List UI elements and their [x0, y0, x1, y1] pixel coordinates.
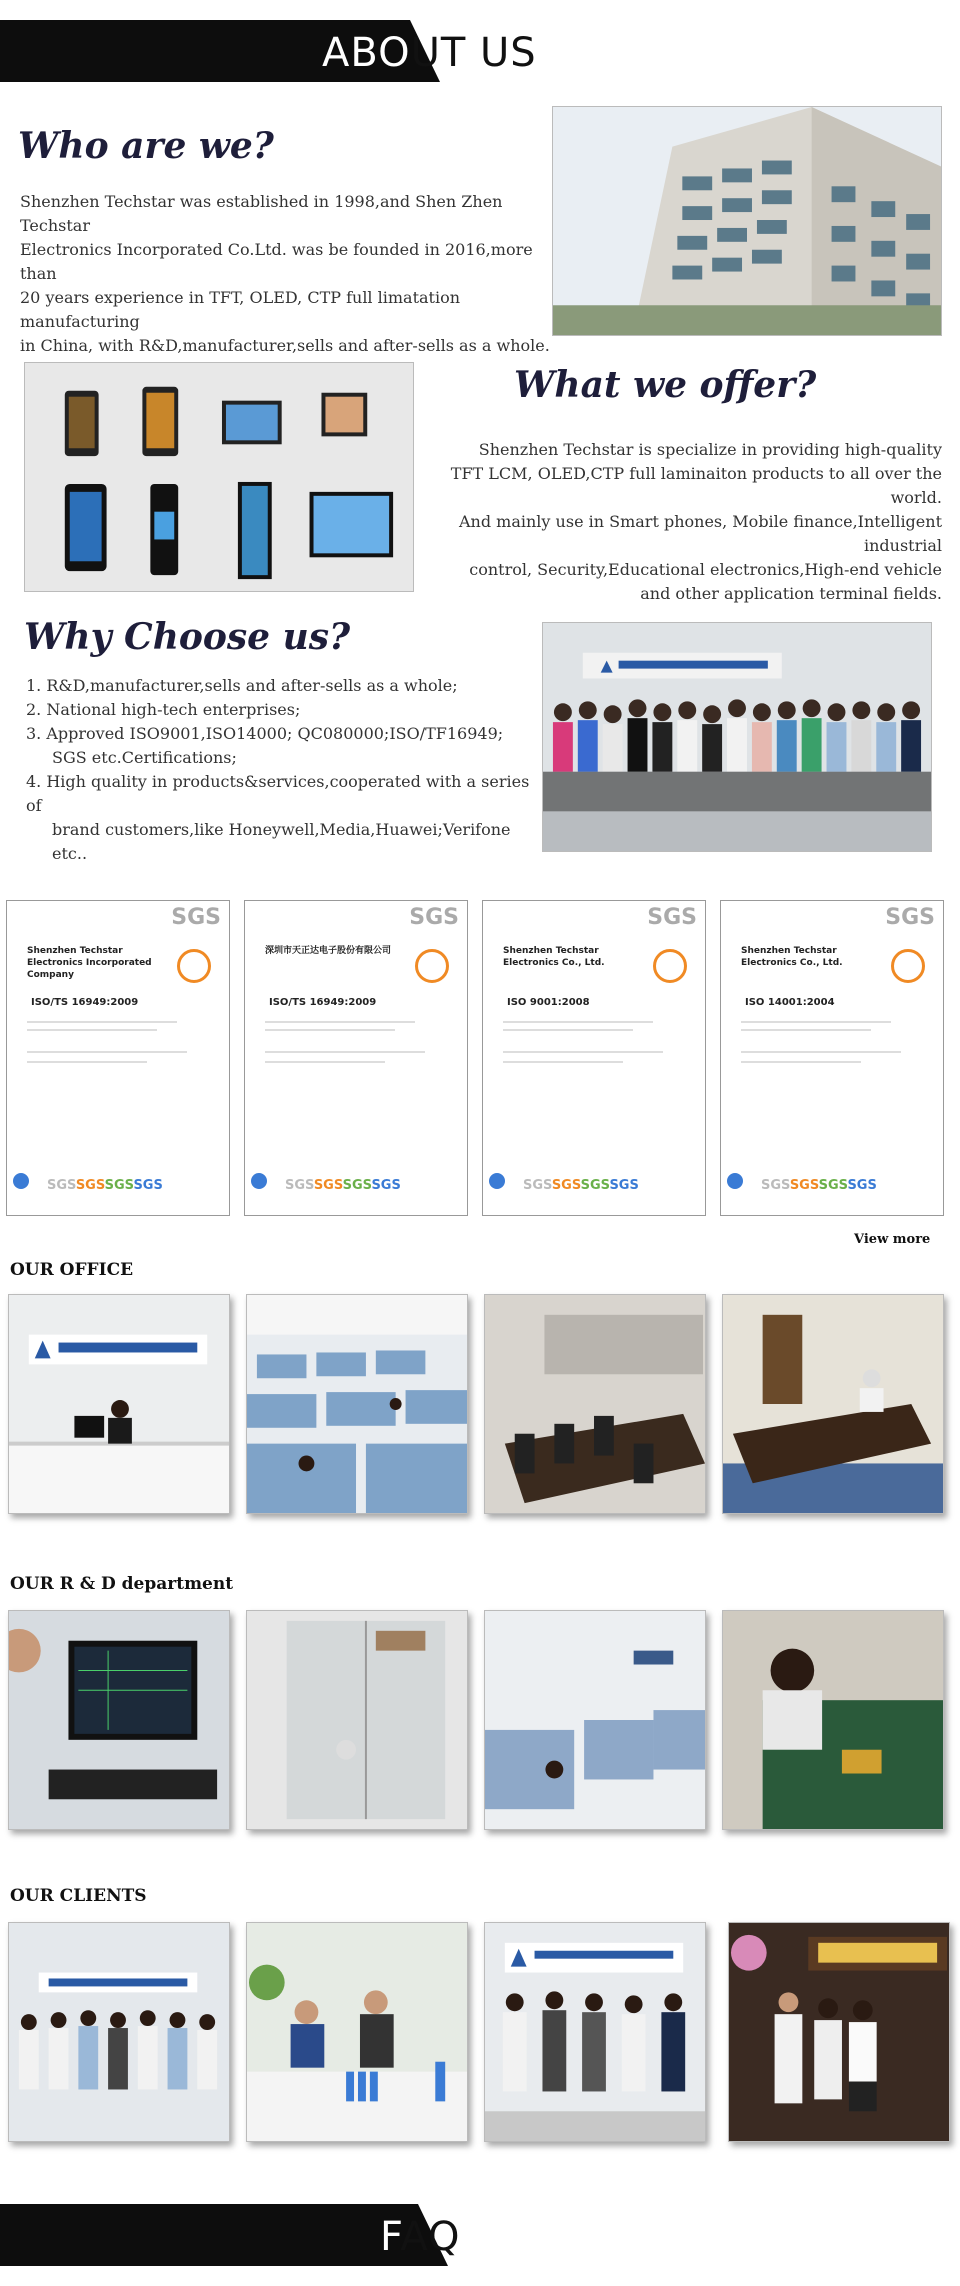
offer-heading: What we offer?: [514, 364, 817, 406]
why-item: 4. High quality in products&services,cooperated with a series of: [26, 772, 530, 815]
globe-icon: [489, 1173, 505, 1189]
clients-heading: OUR CLIENTS: [10, 1886, 147, 1906]
certificate-4[interactable]: SGS Shenzhen Techstar Electronics Co., Ltd. ISO 14001:2004 SGSSGSSGSSGS: [720, 900, 944, 1216]
about-us-banner: [0, 20, 960, 82]
cert-company: Shenzhen Techstar Electronics Co., Ltd.: [503, 946, 605, 968]
products-photo: [24, 362, 414, 592]
office-photo-workspace: [246, 1294, 468, 1514]
client-photo-2: [246, 1922, 468, 2142]
cert-company: Shenzhen Techstar Electronics Incorporated Company: [27, 946, 152, 980]
why-item: brand customers,like Honeywell,Media,Huawei;Verifone etc..: [52, 820, 511, 863]
sgs-logo: SGS: [647, 905, 697, 930]
faq-title: FAQ: [380, 2214, 461, 2260]
cert-standard: ISO/TS 16949:2009: [269, 997, 377, 1008]
office-photo-reception: [8, 1294, 230, 1514]
certification-badge-icon: [653, 949, 687, 983]
faq-banner: [0, 2204, 960, 2266]
rnd-photo-computer: [8, 1610, 230, 1830]
rnd-photo-soldering: [722, 1610, 944, 1830]
why-list: [26, 674, 546, 866]
certificate-2[interactable]: SGS 深圳市天正达电子股份有限公司 ISO/TS 16949:2009 SGSSGSSGSSGS: [244, 900, 468, 1216]
certification-badge-icon: [891, 949, 925, 983]
sgs-logo: SGS: [885, 905, 935, 930]
cert-standard: ISO/TS 16949:2009: [31, 997, 139, 1008]
globe-icon: [13, 1173, 29, 1189]
client-photo-1: [8, 1922, 230, 2142]
rnd-photo-lab: [484, 1610, 706, 1830]
building-photo: [552, 106, 942, 336]
certificate-3[interactable]: SGS Shenzhen Techstar Electronics Co., Ltd. ISO 9001:2008 SGSSGSSGSSGS: [482, 900, 706, 1216]
cert-standard: ISO 9001:2008: [507, 997, 590, 1008]
globe-icon: [727, 1173, 743, 1189]
office-photo-manager: [722, 1294, 944, 1514]
client-photo-3: [484, 1922, 706, 2142]
certification-badge-icon: [177, 949, 211, 983]
about-us-title: ABOUT US: [322, 30, 537, 76]
view-more-link[interactable]: View more: [854, 1232, 931, 1247]
client-photo-4: [728, 1922, 950, 2142]
who-heading: Who are we?: [18, 125, 274, 167]
why-item: 1. R&D,manufacturer,sells and after-sells as a whole;: [26, 676, 458, 695]
sgs-logo: SGS: [409, 905, 459, 930]
cert-company: Shenzhen Techstar Electronics Co., Ltd.: [741, 946, 843, 968]
sgs-logo: SGS: [171, 905, 221, 930]
cert-standard: ISO 14001:2004: [745, 997, 835, 1008]
why-item: 2. National high-tech enterprises;: [26, 700, 301, 719]
why-heading: Why Choose us?: [24, 616, 351, 658]
cert-company: 深圳市天正达电子股份有限公司: [265, 946, 392, 956]
office-photo-meeting: [484, 1294, 706, 1514]
team-photo: [542, 622, 932, 852]
rnd-photo-cleanroom: [246, 1610, 468, 1830]
who-text: Shenzhen Techstar was established in 1998,and Shen Zhen Techstar Electronics Incorporated Co.Ltd. was be founded in 2016,more than 20 years experience in TFT, OLED, CTP full limatation manufacturing in China, with R&D,manufacturer,sells and after-sells as a whole.: [20, 192, 550, 355]
why-item: SGS etc.Certifications;: [52, 748, 237, 767]
globe-icon: [251, 1173, 267, 1189]
rnd-heading: OUR R & D department: [10, 1574, 234, 1594]
office-heading: OUR OFFICE: [10, 1260, 134, 1280]
offer-text: Shenzhen Techstar is specialize in providing high-quality TFT LCM, OLED,CTP full laminaiton products to all over the world. And mainly use in Smart phones, Mobile finance,Intelligent industrial control, Security,Educational electronics,High-end vehicle and other application terminal fields.: [450, 440, 942, 603]
certificate-1[interactable]: SGS Shenzhen Techstar Electronics Incorporated Company ISO/TS 16949:2009 SGSSGSSGSSGS: [6, 900, 230, 1216]
certification-badge-icon: [415, 949, 449, 983]
why-item: 3. Approved ISO9001,ISO14000; QC080000;ISO/TF16949;: [26, 724, 504, 743]
